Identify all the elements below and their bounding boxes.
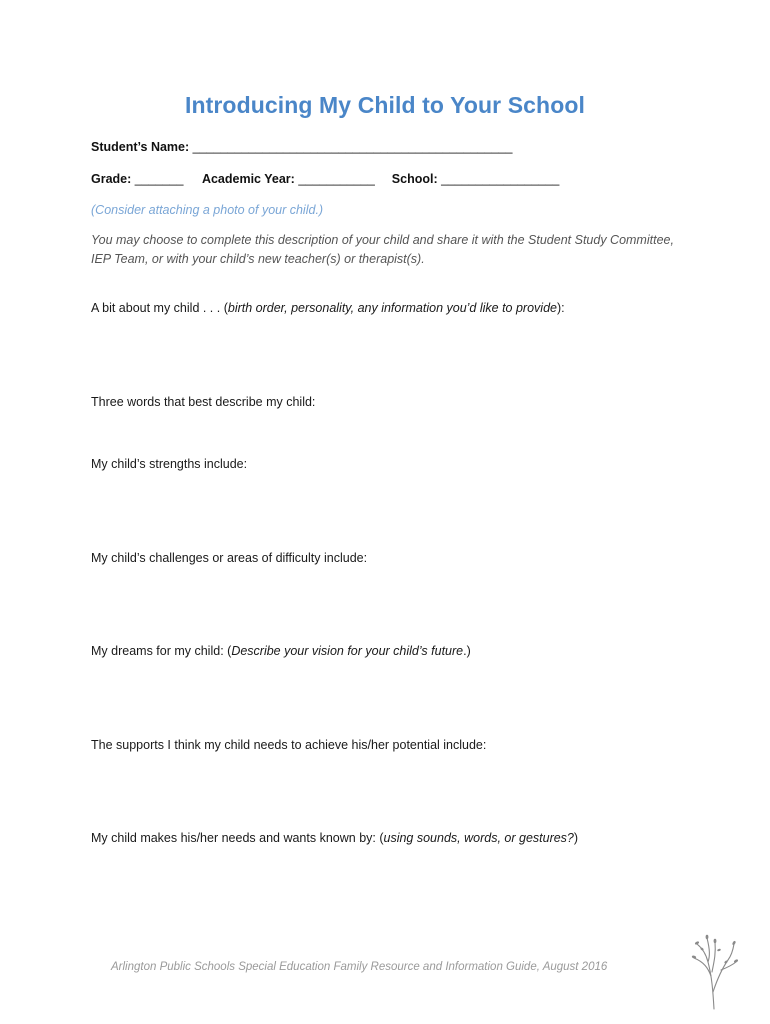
prompt-supports: The supports I think my child needs to achieve his/her potential include: [91, 738, 487, 752]
prompt-about [91, 301, 565, 315]
prompt-about-hint: birth order, personality, any information you’d like to provide [227, 301, 557, 315]
grade-year-school-row [91, 172, 559, 186]
prompt-about-end: ): [556, 301, 565, 315]
student-name-row [91, 140, 512, 154]
prompt-three-words: Three words that best describe my child: [91, 395, 316, 409]
photo-note: (Consider attaching a photo of your child.) [91, 203, 324, 217]
prompt-challenges: My child’s challenges or areas of difficulty include: [91, 551, 368, 565]
footer-text: Arlington Public Schools Special Education Family Resource and Information Guide, August 2016 [111, 961, 608, 973]
prompt-needs-text: My child makes his/her needs and wants known by: ( [91, 831, 384, 845]
grade-label: Grade: [91, 172, 132, 186]
prompt-needs [91, 831, 578, 845]
prompt-dreams [91, 644, 471, 658]
academic-year-label: Academic Year: [201, 172, 295, 186]
prompt-needs-end: ) [573, 831, 579, 845]
prompt-dreams-hint: Describe your vision for your child’s future [231, 644, 464, 658]
school-field[interactable]: _________________ [441, 172, 560, 186]
page-title: Introducing My Child to Your School [184, 92, 585, 118]
student-name-label: Student’s Name: [91, 140, 190, 154]
prompt-dreams-end: .) [463, 644, 471, 658]
intro-text: You may choose to complete this description of your child and share it with the Student Study Committee, IEP Team, or with your child’s new teacher(s) or therapist(s). [91, 233, 674, 266]
grade-field[interactable]: _______ [134, 172, 184, 186]
student-name-field[interactable]: ______________________________________________ [192, 140, 513, 154]
prompt-needs-hint: using sounds, words, or gestures? [383, 831, 574, 845]
school-label: School: [391, 172, 438, 186]
prompt-strengths: My child’s strengths include: [91, 457, 248, 471]
academic-year-field[interactable]: ___________ [298, 172, 375, 186]
prompt-dreams-text: My dreams for my child: ( [91, 644, 232, 658]
branch-sprig-icon [688, 932, 738, 1010]
prompt-about-text: A bit about my child . . . ( [91, 301, 228, 315]
